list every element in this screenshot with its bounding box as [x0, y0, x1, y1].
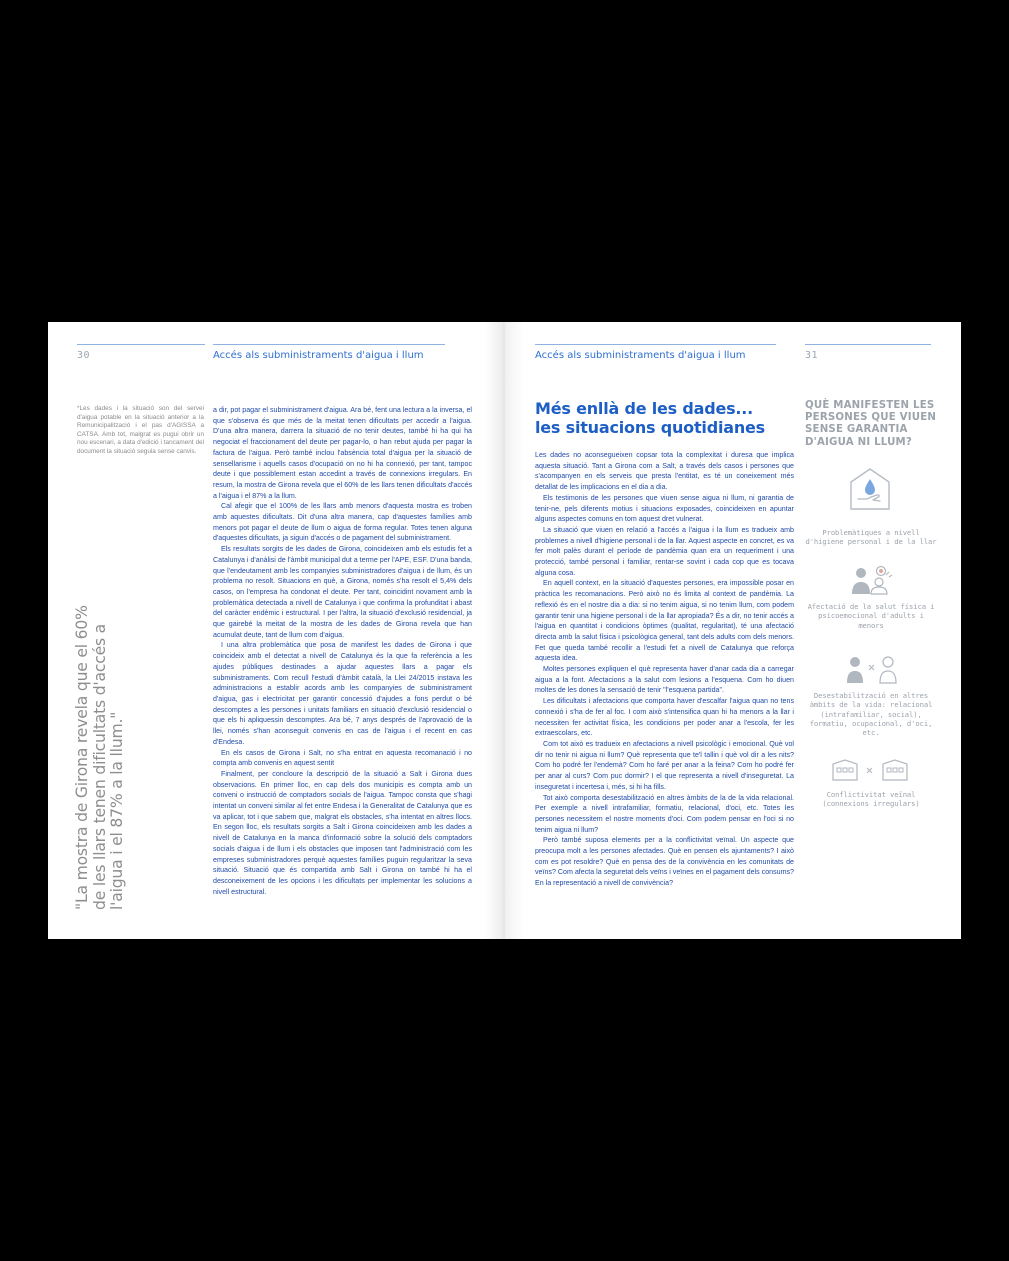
- health-persons-icon: [851, 565, 895, 602]
- paragraph: Els resultats sorgits de les dades de Girona, coincideixen amb els estudis fet a Catalunya i d'anàlisi de l'àmbit municipal dut a terme per l'APE, ESF. D'una banda, que l'endeutament amb les companyies subministradores d'aigua i de llum, és un problema no resolt. Situacions en què, a Girona, només s'ha resolt el 5,4% dels casos, on l'empresa ha condonat el deute. Per tant, coincidint novament amb la problemàtica detectada a nivell de Catalunya i que confirma la profunditat i abast del caràcter endèmic i estructural. I per l'altra, la situació d'exclusió residencial, ja que gairebé la meitat de la mostra de les dades de Girona revela que han acumulat deute, tant de llum com d'aigua.: [213, 545, 472, 639]
- header-rule-right-long: [535, 344, 776, 345]
- right-page: [504, 322, 961, 939]
- book-spread: [48, 322, 961, 939]
- paragraph: Finalment, per concloure la descripció de la situació a Salt i Girona dues observacions. En primer lloc, en cap dels dos municipis es compta amb un conveni o instrucció de comptadors socials de l'aigua. Tampoc consta que s'hagi intentat un conveni similar al fet entre Endesa i la Generalitat de Catalunya que es va aplicar, tot i que sabem que, malgrat els obstacles, s'ha intentat en altres llocs. En segon lloc, els resultats sorgits a Salt i Girona coincideixen amb les dades a nivell de Catalunya en la manca d'informació sobre la solució dels comptadors socials d'aigua i de llum i els obstacles que imposen tant l'administració com les empreses subministradores perquè aquestes famílies puguin regularitzar la seva situació. Situació que és compartida amb Salt i Girona on també hi ha el desconeixement de les opcions i les dificultats per implementar les solucions a nivell estructural.: [213, 769, 472, 896]
- paragraph: Les dades no aconsegueixen copsar tota la complexitat i duresa que implica aquesta situació. Tant a Girona com a Salt, a través dels casos i persones que s'acompanyen en els serveis que presta l'entitat, es té un coneixement més detallat de les implicacions en el dia a dia.: [535, 451, 794, 492]
- sidebar-item-label: Conflictivitat veïnal (connexions irregulars): [822, 790, 920, 809]
- left-body-text: [213, 405, 472, 897]
- sidebar-item-label: Afectació de la salut física i psicoemocional d'adults i menors: [807, 602, 935, 630]
- sidebar-item-label: Desestabilització en altres àmbits de la vida: relacional (intrafamiliar, social), formatiu, ocupacional, d'oci, etc.: [809, 691, 933, 738]
- persons-versus-icon: [844, 655, 900, 690]
- pull-quote: "La mostra de Girona revela que el 60% de les llars tenen dificultats d'accés a l'aigua i el 87% a la llum.": [73, 605, 126, 910]
- side-note: *Les dades i la situació son del servei d'aigua potable en la situació anterior a la Remunicipalització i el pas d'AGISSA a CATSA. Amb tot, malgrat es pugui obrir un nou escenari, a data d'edició i tancament del document la situació seguia sense canvis.: [77, 405, 204, 455]
- page-number-left: 30: [77, 350, 91, 361]
- pull-quote-container: [74, 592, 136, 910]
- house-water-hand-icon: [848, 466, 892, 517]
- page-number-right: 31: [805, 350, 819, 361]
- paragraph: Com tot això es tradueix en afectacions a nivell psicològic i emocional. Què vol dir no tenir ni aigua ni llum? Què representa que te'l tallin i què vol dir a les nits? Com ho podré fer l'endemà? Com ho faré per anar a la feina? Com ho podré fer per anar al curs? Com puc dormir? I el que representa a nivell d'inseguretat. La inseguretat i incertesa i, més, si hi ha fills.: [535, 739, 794, 791]
- paragraph: Moltes persones expliquen el què representa haver d'anar cada dia a carregar aigua a la font. Afectacions a la salut com lesions a l'esquena. Com ho diuen moltes de les dones la sensació de tenir "l'esquena partida".: [535, 665, 794, 695]
- paragraph: Però també suposa elements per a la conflictivitat veïnal. Un aspecte que preocupa molt a les persones afectades. Què en pensen els ajuntaments? I això com es pot resoldre? Què en pensa des de la convivència en les comunitats de veïns? Com afecta la seguretat dels veïns i veïnes en el pagament dels consums? En la representació a nivell de convivència?: [535, 836, 794, 888]
- paragraph: I una altra problemàtica que posa de manifest les dades de Girona i que coincideix amb el detectat a nivell de Catalunya és la que fa referència a les ajudes públiques destinades a ajudar aquestes llars a pagar els subministraments. Com recull l'estudi d'àmbit català, la Llei 24/2015 instava les administracions a establir acords amb les companyies de subministrament d'aigua, gas i electricitat per garantir concessió d'ajudes a fons perdut o bé descomptes a les persones i unitats familiars en situació d'exclusió residencial o que els hi apliquessin descomptes. Ara bé, 7 anys després de l'aprovació de la llei, només s'han aconseguit convenis en cas de l'aigua i el recent en cas d'Endesa.: [213, 641, 472, 746]
- right-body-text: [535, 450, 794, 889]
- paragraph: Cal afegir que el 100% de les llars amb menors d'aquesta mostra es troben amb aquestes dificultats. Dit d'una altra manera, cap d'aquestes famílies amb menors pot pagar el deute de llum o aigua de forma regular. Totes tenen alguna d'aquestes dificultats, ja siguin d'accés o de pagament del subministrament.: [213, 502, 472, 543]
- paragraph: Tot això comporta desestabilització en altres àmbits de la de la vida relacional. Per exemple a nivell intrafamiliar, formatiu, relacional, d'oci, etc. Totes les persones necessitem el nostre moments d'oci. Com podem pensar en l'oci si no tenim aigua ni llum?: [535, 793, 794, 834]
- paragraph: En els casos de Girona i Salt, no s'ha entrat en aquesta recomanació i no compta amb convenis en aquest sentit: [213, 748, 472, 768]
- header-rule-left-short: [77, 344, 205, 345]
- sidebar-item-label: Problemàtiques a nivell d'higiene personal i de la llar: [805, 528, 937, 547]
- running-header-right: Accés als subministraments d'aigua i llum: [535, 350, 746, 361]
- section-title-line2: les situacions quotidianes: [535, 418, 765, 437]
- paragraph: a dir, pot pagar el subministrament d'aigua. Ara bé, fent una lectura a la inversa, el que s'observa és que més de la meitat tenen dificultats per accedir a l'aigua. D'una altra manera, darrera la situació de no tenir deutes, també hi ha qui ha negociat el fraccionament del deute per pagar-lo, o han rebut ajuda per pagar la factura de l'aigua. Però també inclou l'absència total d'aigua per la situació de sensellarisme i aquells casos d'ocupació on no hi ha connexió, per tant, tampoc deute i que possiblement estan accedint a través de connexions irregulars. En resum, la mostra de Girona revela que el 60% de les llars tenen dificultats d'accés a l'aigua i el 87% a la llum.: [213, 406, 472, 500]
- sidebar-title: QUÈ MANIFESTEN LES PERSONES QUE VIUEN SENSE GARANTIA D'AIGUA NI LLUM?: [805, 400, 937, 448]
- section-title-line1: Més enllà de les dades...: [535, 399, 754, 418]
- buildings-versus-icon: [831, 758, 913, 787]
- left-page: [48, 322, 504, 939]
- paragraph: Els testimonis de les persones que viuen sense aigua ni llum, ni garantia de tenir-ne, pels diferents motius i situacions exposades, coincideixen en apuntar alguns aspectes comuns en tom aquest dret vulnerat.: [535, 493, 794, 524]
- running-header-left: Accés als subministraments d'aigua i llum: [213, 350, 424, 361]
- header-rule-left-long: [213, 344, 445, 345]
- section-title: [535, 399, 795, 437]
- header-rule-right-short: [805, 344, 931, 345]
- paragraph: En aquell context, en la situació d'aquestes persones, era impossible posar en pràctica les recomanacions. Però això no és limita al context de pandèmia. La reflexió és en el nostre dia a dia: si no tenim aigua, si no tenim llum, com podem garantir tenir una higiene personal i de la llar apropiada? És a dir, no tenir accés a l'aigua en quantitat i condicions òptimes (qualitat, regularitat), té una afectació directa amb la salut física i psicològica general, tant dels adults com dels menors. Fet que queda també recollir a l'estudi fet a nivell de Catalunya que reforça aquesta idea.: [535, 579, 794, 663]
- paragraph: La situació que viuen en relació a l'accés a l'aigua i la llum es tradueix amb problemes a nivell d'higiene personal i de la llar. Aquest aspecte en concret, es va fer molt palès durant el període de pandèmia quan era un requeriment i una protecció, també personal i familiar, rentar-se sovint i cada cop que es tocava alguna cosa.: [535, 525, 794, 577]
- paragraph: Les dificultats i afectacions que comporta haver d'escalfar l'aigua quan no tens connexió i s'ha de fer al foc. I com això s'intensifica quan hi ha menors a la llar i necessiten fer activitat física, les condicions per poder anar a l'escola, fer les extraescolars, etc.: [535, 697, 794, 738]
